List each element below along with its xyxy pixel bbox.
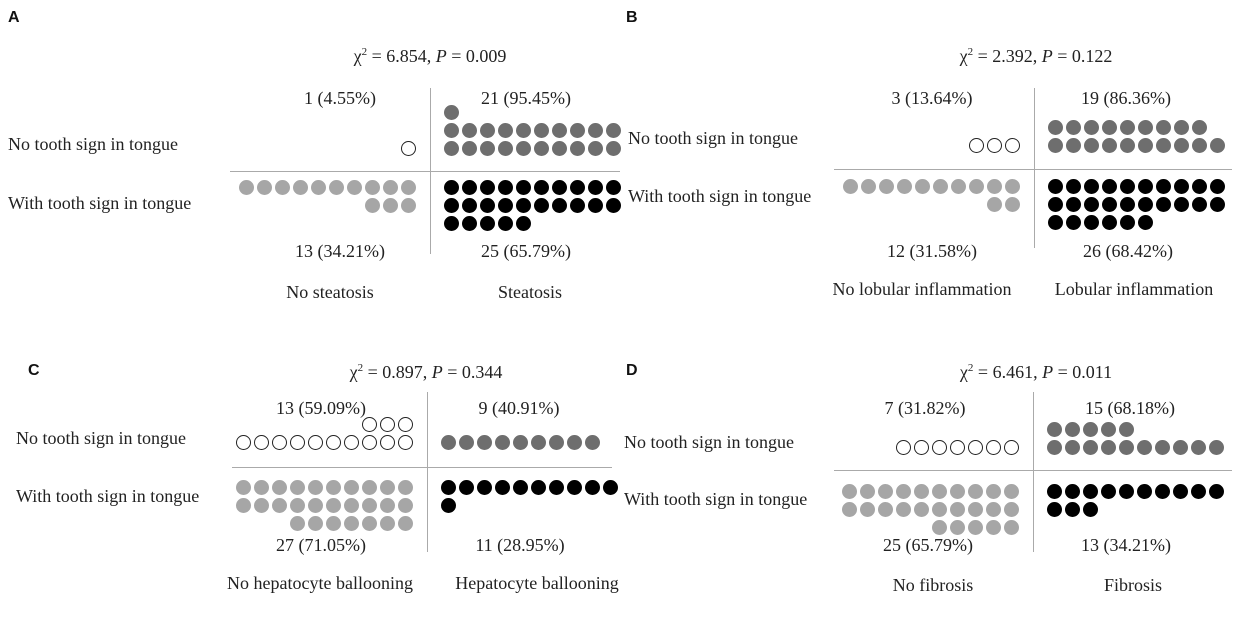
patient-dot <box>1047 484 1062 499</box>
patient-dot <box>1156 197 1171 212</box>
patient-dot <box>987 197 1002 212</box>
p-value: 0.122 <box>1071 46 1113 66</box>
patient-dot <box>1174 138 1189 153</box>
patient-dot <box>588 123 603 138</box>
patient-dot <box>480 216 495 231</box>
patient-dot <box>462 180 477 195</box>
patient-dot <box>585 480 600 495</box>
patient-dot <box>567 435 582 450</box>
patient-dot <box>549 435 564 450</box>
cell-label-r0c0: 3 (13.64%) <box>891 88 973 108</box>
patient-dot <box>1119 484 1134 499</box>
patient-dot <box>308 435 323 450</box>
patient-dot <box>552 141 567 156</box>
patient-dot <box>383 198 398 213</box>
patient-dot <box>1083 484 1098 499</box>
patient-dot <box>1005 197 1020 212</box>
patient-dot <box>1210 138 1225 153</box>
patient-dot <box>326 498 341 513</box>
patient-dot <box>1065 484 1080 499</box>
patient-dot <box>552 123 567 138</box>
patient-dot <box>380 480 395 495</box>
patient-dot <box>1192 179 1207 194</box>
patient-dot <box>1209 440 1224 455</box>
patient-dot <box>1138 179 1153 194</box>
patient-dot <box>480 180 495 195</box>
patient-dot <box>969 138 984 153</box>
patient-dot <box>380 516 395 531</box>
vertical-divider <box>427 392 428 552</box>
patient-dot <box>380 417 395 432</box>
cell-label-r0c1: 9 (40.91%) <box>478 398 560 418</box>
patient-dot <box>552 180 567 195</box>
patient-dot <box>531 480 546 495</box>
patient-dot <box>513 435 528 450</box>
patient-dot <box>236 480 251 495</box>
patient-dot <box>1047 440 1062 455</box>
patient-dot <box>480 123 495 138</box>
patient-dot <box>1004 484 1019 499</box>
patient-dot <box>329 180 344 195</box>
patient-dot <box>254 498 269 513</box>
patient-dot <box>308 480 323 495</box>
patient-dot <box>1138 215 1153 230</box>
patient-dot <box>344 498 359 513</box>
patient-dot <box>1083 422 1098 437</box>
patient-dot <box>272 498 287 513</box>
patient-dot <box>498 216 513 231</box>
patient-dot <box>914 440 929 455</box>
patient-dot <box>308 516 323 531</box>
patient-dot <box>477 480 492 495</box>
patient-dot <box>986 484 1001 499</box>
patient-dot <box>606 141 621 156</box>
patient-dot <box>861 179 876 194</box>
patient-dot <box>950 520 965 535</box>
patient-dot <box>362 480 377 495</box>
patient-dot <box>236 498 251 513</box>
cell-label-r0c0: 13 (59.09%) <box>276 398 366 418</box>
patient-dot <box>498 123 513 138</box>
patient-dot <box>444 123 459 138</box>
patient-dot <box>606 180 621 195</box>
patient-dot <box>275 180 290 195</box>
patient-dot <box>1048 120 1063 135</box>
patient-dot <box>1173 440 1188 455</box>
cell-label-r1c0: 25 (65.79%) <box>883 535 973 555</box>
panel-b <box>620 0 1240 310</box>
panel-a <box>0 0 620 310</box>
patient-dot <box>1192 138 1207 153</box>
vertical-divider <box>1033 392 1034 552</box>
patient-dot <box>498 180 513 195</box>
patient-dot <box>498 198 513 213</box>
row-label-no-tooth-sign: No tooth sign in tongue <box>624 432 794 452</box>
patient-dot <box>257 180 272 195</box>
patient-dot <box>1065 422 1080 437</box>
patient-dot <box>914 502 929 517</box>
patient-dot <box>879 179 894 194</box>
patient-dot <box>1004 520 1019 535</box>
patient-dot <box>272 435 287 450</box>
patient-dot <box>843 179 858 194</box>
patient-dot <box>444 141 459 156</box>
patient-dot <box>326 480 341 495</box>
patient-dot <box>1120 120 1135 135</box>
patient-dot <box>1192 120 1207 135</box>
patient-dot <box>549 480 564 495</box>
patient-dot <box>365 180 380 195</box>
cell-label-r1c1: 11 (28.95%) <box>475 535 565 555</box>
patient-dot <box>380 498 395 513</box>
patient-dot <box>344 435 359 450</box>
row-label-with-tooth-sign: With tooth sign in tongue <box>8 193 192 213</box>
patient-dot <box>570 123 585 138</box>
chi2-value: 6.461 <box>992 362 1034 382</box>
patient-dot <box>444 216 459 231</box>
patient-dot <box>1101 484 1116 499</box>
cell-label-r0c1: 21 (95.45%) <box>481 88 571 108</box>
chi-square-stat: $\chi^2 = 6.461$, P = 0.011 <box>959 362 1113 382</box>
patient-dot <box>588 198 603 213</box>
chi2-value: 2.392 <box>992 46 1033 66</box>
cell-label-r0c1: 15 (68.18%) <box>1085 398 1175 418</box>
patient-dot <box>842 502 857 517</box>
patient-dot <box>401 198 416 213</box>
patient-dot <box>914 484 929 499</box>
patient-dot <box>462 216 477 231</box>
patient-dot <box>567 480 582 495</box>
patient-dot <box>968 520 983 535</box>
cell-label-r1c1: 25 (65.79%) <box>481 241 571 261</box>
patient-dot <box>1083 440 1098 455</box>
patient-dot <box>516 180 531 195</box>
chi2-value: 0.897 <box>382 362 423 382</box>
patient-dot <box>239 180 254 195</box>
patient-dot <box>254 435 269 450</box>
patient-dot <box>236 435 251 450</box>
p-value: 0.011 <box>1072 362 1113 382</box>
patient-dot <box>293 180 308 195</box>
patient-dot <box>1102 215 1117 230</box>
patient-dot <box>570 141 585 156</box>
patient-dot <box>950 502 965 517</box>
patient-dot <box>1119 440 1134 455</box>
patient-dot <box>896 440 911 455</box>
patient-dot <box>441 435 456 450</box>
patient-dot <box>344 480 359 495</box>
cell-label-r1c0: 13 (34.21%) <box>295 241 385 261</box>
patient-dot <box>1191 440 1206 455</box>
patient-dot <box>1066 197 1081 212</box>
panel-letter: C <box>28 362 40 379</box>
col-label-no-lobular-inflammation: No lobular inflammation <box>832 279 1012 299</box>
patient-dot <box>1210 179 1225 194</box>
horizontal-divider <box>834 169 1232 170</box>
patient-dot <box>842 484 857 499</box>
row-label-no-tooth-sign: No tooth sign in tongue <box>8 134 178 154</box>
patient-dot <box>534 198 549 213</box>
patient-dot <box>1102 179 1117 194</box>
patient-dot <box>1137 484 1152 499</box>
col-label-no-hepatocyte-ballooning: No hepatocyte ballooning <box>227 573 413 593</box>
patient-dot <box>398 480 413 495</box>
patient-dot <box>516 198 531 213</box>
patient-dot <box>531 435 546 450</box>
patient-dot <box>986 440 1001 455</box>
col-label-lobular-inflammation: Lobular inflammation <box>1054 279 1214 299</box>
chi-square-stat: $\chi^2 = 6.854$, P = 0.009 <box>353 46 507 66</box>
patient-dot <box>401 141 416 156</box>
patient-dot <box>362 498 377 513</box>
patient-dot <box>290 480 305 495</box>
patient-dot <box>1191 484 1206 499</box>
cell-label-r1c0: 12 (31.58%) <box>887 241 977 261</box>
patient-dot <box>1084 179 1099 194</box>
patient-dot <box>498 141 513 156</box>
patient-dot <box>362 417 377 432</box>
patient-dot <box>570 180 585 195</box>
row-label-with-tooth-sign: With tooth sign in tongue <box>624 489 808 509</box>
patient-dot <box>311 180 326 195</box>
patient-dot <box>516 123 531 138</box>
patient-dot <box>459 480 474 495</box>
patient-dot <box>1048 197 1063 212</box>
patient-dot <box>896 502 911 517</box>
patient-dot <box>1120 197 1135 212</box>
patient-dot <box>398 417 413 432</box>
patient-dot <box>1066 179 1081 194</box>
patient-dot <box>362 516 377 531</box>
patient-dot <box>401 180 416 195</box>
patient-dot <box>516 141 531 156</box>
patient-dot <box>534 123 549 138</box>
patient-dot <box>1066 138 1081 153</box>
col-label-no-steatosis: No steatosis <box>286 282 374 302</box>
patient-dot <box>1065 502 1080 517</box>
patient-dot <box>588 141 603 156</box>
patient-dot <box>1048 138 1063 153</box>
patient-dot <box>987 179 1002 194</box>
patient-dot <box>1066 215 1081 230</box>
panel-letter: B <box>626 9 638 26</box>
patient-dot <box>462 123 477 138</box>
patient-dot <box>1138 138 1153 153</box>
patient-dot <box>1083 502 1098 517</box>
horizontal-divider <box>834 470 1232 471</box>
patient-dot <box>347 180 362 195</box>
patient-dot <box>915 179 930 194</box>
panel-c <box>0 312 620 622</box>
patient-dot <box>1192 197 1207 212</box>
patient-dot <box>603 480 618 495</box>
patient-dot <box>986 502 1001 517</box>
patient-dot <box>1173 484 1188 499</box>
patient-dot <box>950 440 965 455</box>
patient-dot <box>1101 440 1116 455</box>
patient-dot <box>1156 120 1171 135</box>
patient-dot <box>326 516 341 531</box>
patient-dot <box>398 435 413 450</box>
patient-dot <box>570 198 585 213</box>
patient-dot <box>1005 179 1020 194</box>
patient-dot <box>585 435 600 450</box>
patient-dot <box>495 435 510 450</box>
patient-dot <box>1137 440 1152 455</box>
patient-dot <box>552 198 567 213</box>
patient-dot <box>441 480 456 495</box>
patient-dot <box>480 141 495 156</box>
patient-dot <box>398 498 413 513</box>
patient-dot <box>290 498 305 513</box>
patient-dot <box>1048 179 1063 194</box>
patient-dot <box>1209 484 1224 499</box>
row-label-with-tooth-sign: With tooth sign in tongue <box>16 486 200 506</box>
patient-dot <box>441 498 456 513</box>
patient-dot <box>1119 422 1134 437</box>
patient-dot <box>534 180 549 195</box>
patient-dot <box>968 502 983 517</box>
patient-dot <box>383 180 398 195</box>
patient-dot <box>1156 179 1171 194</box>
patient-dot <box>1120 215 1135 230</box>
cell-label-r1c0: 27 (71.05%) <box>276 535 366 555</box>
row-label-with-tooth-sign: With tooth sign in tongue <box>628 186 812 206</box>
patient-dot <box>1174 179 1189 194</box>
patient-dot <box>516 216 531 231</box>
cell-label-r0c0: 7 (31.82%) <box>884 398 966 418</box>
col-label-steatosis: Steatosis <box>497 282 563 302</box>
patient-dot <box>1065 440 1080 455</box>
patient-dot <box>969 179 984 194</box>
panel-letter: D <box>626 362 638 379</box>
patient-dot <box>1101 422 1116 437</box>
patient-dot <box>1004 502 1019 517</box>
col-label-fibrosis: Fibrosis <box>1103 575 1163 595</box>
cell-label-r0c1: 19 (86.36%) <box>1081 88 1171 108</box>
patient-dot <box>896 484 911 499</box>
row-label-no-tooth-sign: No tooth sign in tongue <box>628 128 798 148</box>
patient-dot <box>1156 138 1171 153</box>
panel-letter: A <box>8 9 20 26</box>
chi-square-stat: $\chi^2 = 0.897$, P = 0.344 <box>349 362 503 382</box>
patient-dot <box>362 435 377 450</box>
cell-label-r1c1: 13 (34.21%) <box>1081 535 1171 555</box>
patient-dot <box>444 105 459 120</box>
row-label-no-tooth-sign: No tooth sign in tongue <box>16 428 186 448</box>
patient-dot <box>1048 215 1063 230</box>
patient-dot <box>1102 197 1117 212</box>
patient-dot <box>1120 179 1135 194</box>
patient-dot <box>290 435 305 450</box>
patient-dot <box>398 516 413 531</box>
patient-dot <box>878 502 893 517</box>
patient-dot <box>1155 440 1170 455</box>
patient-dot <box>987 138 1002 153</box>
patient-dot <box>1084 197 1099 212</box>
horizontal-divider <box>230 171 620 172</box>
patient-dot <box>308 498 323 513</box>
patient-dot <box>588 180 603 195</box>
p-value: 0.009 <box>465 46 507 66</box>
patient-dot <box>1066 120 1081 135</box>
patient-dot <box>462 198 477 213</box>
patient-dot <box>1084 120 1099 135</box>
panel-d <box>620 312 1240 622</box>
patient-dot <box>968 440 983 455</box>
patient-dot <box>534 141 549 156</box>
patient-dot <box>1004 440 1019 455</box>
patient-dot <box>380 435 395 450</box>
patient-dot <box>344 516 359 531</box>
patient-dot <box>1174 120 1189 135</box>
patient-dot <box>1155 484 1170 499</box>
patient-dot <box>1210 197 1225 212</box>
patient-dot <box>513 480 528 495</box>
horizontal-divider <box>232 467 612 468</box>
col-label-no-fibrosis: No fibrosis <box>892 575 974 595</box>
patient-dot <box>444 180 459 195</box>
patient-dot <box>480 198 495 213</box>
patient-dot <box>1102 138 1117 153</box>
vertical-divider <box>1034 88 1035 248</box>
patient-dot <box>290 516 305 531</box>
chi2-value: 6.854 <box>386 46 427 66</box>
patient-dot <box>932 520 947 535</box>
patient-dot <box>365 198 380 213</box>
patient-dot <box>1138 120 1153 135</box>
patient-dot <box>860 502 875 517</box>
patient-dot <box>1047 502 1062 517</box>
patient-dot <box>444 198 459 213</box>
patient-dot <box>1102 120 1117 135</box>
patient-dot <box>932 440 947 455</box>
patient-dot <box>951 179 966 194</box>
patient-dot <box>897 179 912 194</box>
patient-dot <box>968 484 983 499</box>
patient-dot <box>878 484 893 499</box>
patient-dot <box>986 520 1001 535</box>
chi-square-stat: $\chi^2 = 2.392$, P = 0.122 <box>959 46 1113 66</box>
patient-dot <box>932 484 947 499</box>
patient-dot <box>860 484 875 499</box>
cell-label-r0c0: 1 (4.55%) <box>304 88 376 108</box>
patient-dot <box>462 141 477 156</box>
patient-dot <box>606 123 621 138</box>
patient-dot <box>495 480 510 495</box>
patient-dot <box>950 484 965 499</box>
patient-dot <box>1084 215 1099 230</box>
cell-label-r1c1: 26 (68.42%) <box>1083 241 1173 261</box>
patient-dot <box>606 198 621 213</box>
patient-dot <box>459 435 474 450</box>
patient-dot <box>1047 422 1062 437</box>
patient-dot <box>933 179 948 194</box>
patient-dot <box>1120 138 1135 153</box>
patient-dot <box>932 502 947 517</box>
patient-dot <box>1005 138 1020 153</box>
patient-dot <box>254 480 269 495</box>
p-value: 0.344 <box>461 362 503 382</box>
patient-dot <box>477 435 492 450</box>
patient-dot <box>326 435 341 450</box>
patient-dot <box>1174 197 1189 212</box>
patient-dot <box>1138 197 1153 212</box>
col-label-hepatocyte-ballooning: Hepatocyte ballooning <box>455 573 619 593</box>
patient-dot <box>1084 138 1099 153</box>
patient-dot <box>272 480 287 495</box>
